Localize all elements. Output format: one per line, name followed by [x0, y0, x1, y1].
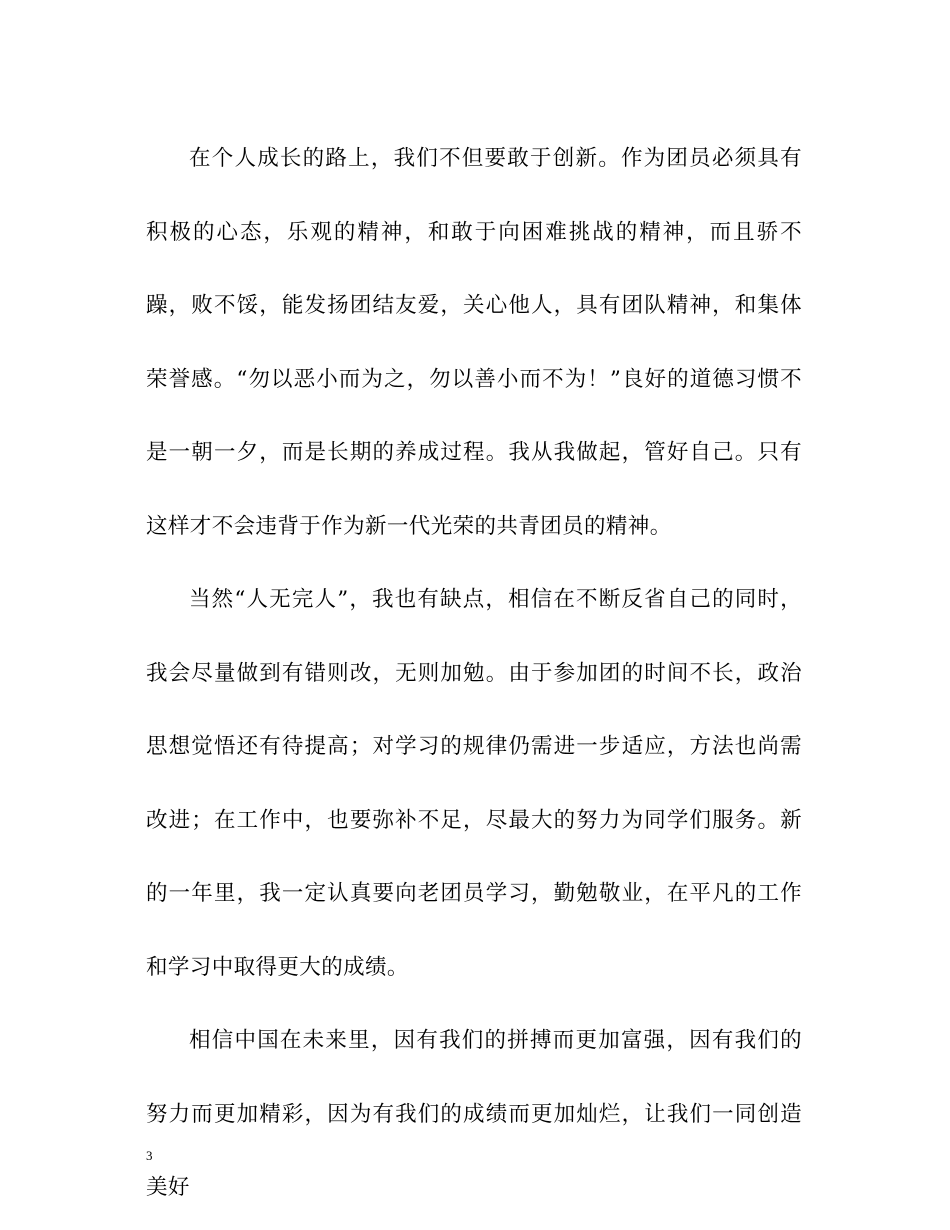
paragraph-self-improvement: 当然“人无完人”，我也有缺点，相信在不断反省自己的同时，我会尽量做到有错则改，无则加勉。由于参加团的时间不长，政治思想觉悟还有待提高；对学习的规律仍需进一步适应，方法也尚需改进；在工作中，也要弥补不足，尽最大的努力为同学们服务。新的一年里，我一定认真要向老团员学习，勤勉敬业，在平凡的工作和学习中取得更大的成绩。 — [146, 587, 802, 980]
document-body — [146, 122, 802, 1225]
page-number: 3 — [146, 1148, 153, 1163]
paragraph-personal-growth: 在个人成长的路上，我们不但要敢于创新。作为团员必须具有积极的心态，乐观的精神，和敢于向困难挑战的精神，而且骄不躁，败不馁，能发扬团结友爱，关心他人，具有团队精神，和集体荣誉感。“勿以恶小而为之，勿以善小而不为！”良好的道德习惯不是一朝一夕，而是长期的养成过程。我从我做起，管好自己。只有这样才不会违背于作为新一代光荣的共青团员的精神。 — [146, 146, 802, 539]
paragraph-future-china: 相信中国在未来里，因有我们的拼搏而更加富强，因有我们的努力而更加精彩，因为有我们的成绩而更加灿烂，让我们一同创造美好 — [146, 1028, 802, 1200]
